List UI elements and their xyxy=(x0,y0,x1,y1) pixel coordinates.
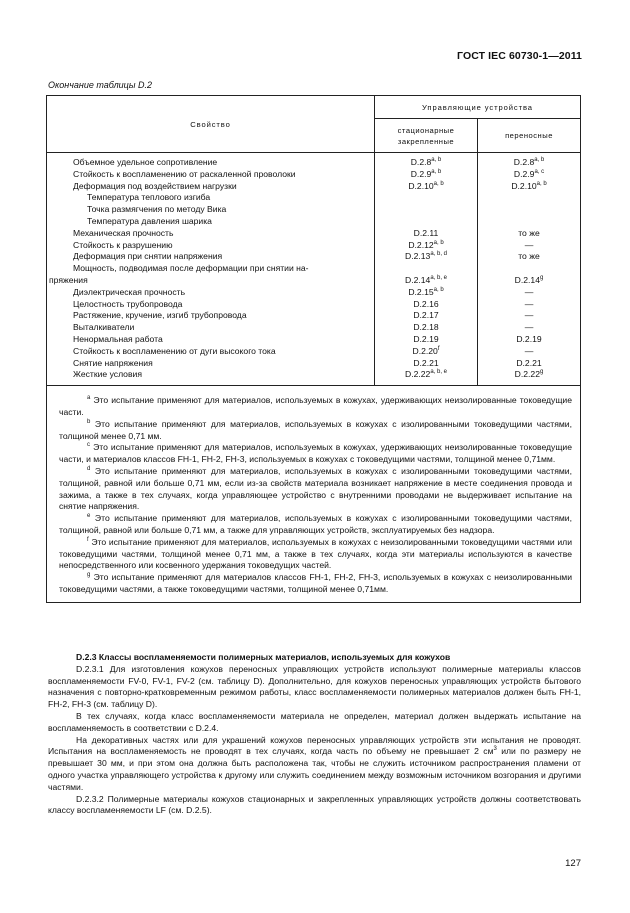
property-name: Механическая прочность xyxy=(73,227,174,238)
property-column xyxy=(47,153,375,386)
fixed-value xyxy=(375,287,477,299)
portable-column xyxy=(478,153,581,386)
fixed-value xyxy=(375,346,477,358)
page-number: 127 xyxy=(565,858,581,869)
portable-value xyxy=(478,310,580,322)
footnote-text: Это испытание применяют для материалов, используемых в кожухах, удерживающих неизолированные токоведущие части, и материалов классов FH-1, FH-2, FH-3, используемых в кожухах с токоведущими частями, толщиной менее 0,71мм. xyxy=(59,442,572,465)
footnote-mark: a, b, d xyxy=(430,251,447,258)
portable-value xyxy=(478,322,580,334)
col-property-header: Свойство xyxy=(47,96,375,153)
fixed-value xyxy=(375,334,477,346)
portable-value xyxy=(478,263,580,275)
footnote-mark: a, b xyxy=(534,157,545,163)
footnote-mark: c xyxy=(87,442,90,449)
portable-value xyxy=(478,240,580,252)
cell-value: — xyxy=(524,239,534,250)
cell-value: D.2.22 xyxy=(404,369,431,380)
property-name: пряжения xyxy=(49,274,88,285)
footnote-mark: b xyxy=(87,418,91,425)
footnote xyxy=(59,537,572,572)
table-caption: Окончание таблицы D.2 xyxy=(48,80,152,90)
table-notes xyxy=(47,386,581,603)
cell-value: D.2.18 xyxy=(413,322,439,333)
fixed-column xyxy=(375,153,478,386)
portable-value xyxy=(478,251,580,263)
property-name: Стойкость к разрушению xyxy=(73,239,173,250)
property-name: Растяжение, кручение, изгиб трубопровода xyxy=(73,310,247,321)
footnote-mark: a, b xyxy=(433,239,444,246)
footnote xyxy=(59,419,572,443)
section-d23 xyxy=(48,652,581,817)
footnote-mark: g xyxy=(539,274,544,281)
paragraph xyxy=(48,735,581,794)
cell-value: D.2.9 xyxy=(513,168,535,179)
footnote xyxy=(59,442,572,466)
portable-value xyxy=(478,204,580,216)
property-name: Температура давления шарика xyxy=(87,215,212,226)
fixed-value xyxy=(375,216,477,228)
property-name: Снятие напряжения xyxy=(73,357,153,368)
footnote-mark: g xyxy=(539,369,544,376)
fixed-value xyxy=(375,263,477,275)
cell-value: D.2.15 xyxy=(408,286,434,297)
property-name: Диэлектрическая прочность xyxy=(73,286,186,297)
paragraph-text: или по размеру не превышает 30 мм, и при этом она должна быть расположена так, чтобы не служить источником распространения пламени от одного участка управляющего устройства к другому или служить соединением между возможным источником возгорания и другими частями. xyxy=(48,746,581,792)
cell-value: D.2.16 xyxy=(413,298,439,309)
property-name: Стойкость к воспламенению от дуги высокого тока xyxy=(73,345,276,356)
footnote xyxy=(59,572,572,596)
document-header: ГОСТ IEC 60730-1—2011 xyxy=(457,50,582,62)
table-d2 xyxy=(46,95,581,603)
cell-value: — xyxy=(524,345,534,356)
portable-value xyxy=(478,275,580,287)
footnote-text: Это испытание применяют для материалов классов FH-1, FH-2, FH-3, используемых в кожухах с неизолированными токоведущими частями, а также токоведущими частями, толщиной менее 0,71мм. xyxy=(59,572,572,594)
footnote-mark: f xyxy=(87,536,89,543)
fixed-value xyxy=(375,369,477,381)
paragraph: В тех случаях, когда класс воспламеняемости материала не определен, материал должен выдержать испытание на воспламеняемость в соответствии с D.2.4. xyxy=(48,710,581,733)
cell-value: то же xyxy=(518,227,540,238)
fixed-value xyxy=(375,322,477,334)
fixed-value xyxy=(375,299,477,311)
property-name: Стойкость к воспламенению от раскаленной проволоки xyxy=(73,168,296,179)
cell-value: D.2.19 xyxy=(413,333,439,344)
cell-value: D.2.21 xyxy=(516,357,542,368)
portable-value xyxy=(478,334,580,346)
footnote-mark: a xyxy=(87,395,91,402)
property-name: Температура теплового изгиба xyxy=(87,192,211,203)
cell-value: — xyxy=(524,286,534,297)
portable-value xyxy=(478,157,580,169)
fixed-value xyxy=(375,169,477,181)
cell-value: — xyxy=(524,310,534,321)
cell-value: то же xyxy=(518,251,540,262)
property-name: Деформация при снятии напряжения xyxy=(73,251,223,262)
cell-value: D.2.10 xyxy=(511,180,537,191)
footnote xyxy=(59,513,572,537)
cell-value: D.2.14 xyxy=(404,274,431,285)
footnote-mark: a, b, e xyxy=(430,274,447,281)
footnote-mark: a, b xyxy=(433,180,444,187)
cell-value: — xyxy=(524,298,534,309)
footnote xyxy=(59,395,572,419)
cell-value: D.2.17 xyxy=(413,310,439,321)
footnote xyxy=(59,466,572,513)
cell-value: D.2.11 xyxy=(413,227,439,238)
footnote-text: Это испытание применяют для материалов, используемых в кожухах, удерживающих неизолированные токоведущие части. xyxy=(59,395,572,417)
portable-value xyxy=(478,192,580,204)
portable-value xyxy=(478,216,580,228)
fixed-value xyxy=(375,181,477,193)
property-name: Выталкиватели xyxy=(73,322,135,333)
cell-value: D.2.22 xyxy=(514,369,540,380)
property-name: Точка размягчения по методу Вика xyxy=(87,204,227,215)
footnote-mark: d xyxy=(87,465,91,472)
portable-value xyxy=(478,181,580,193)
fixed-value xyxy=(375,192,477,204)
superscript: 3 xyxy=(493,746,497,753)
paragraph-text: На декоративных частях или для украшений кожухов переносных управляющих устройств эти испытания не проводят. Испытания на воспламеняемость не проводят в тех случаях, когда часть по объему не превышает 2 см xyxy=(48,734,581,757)
footnote-mark: a, b xyxy=(536,180,547,187)
footnote-mark: e xyxy=(87,513,91,520)
cell-value: D.2.13 xyxy=(404,251,431,262)
cell-value: D.2.12 xyxy=(408,239,434,250)
fixed-value xyxy=(375,204,477,216)
property-name: Мощность, подводимая после деформации при снятии на- xyxy=(73,263,309,274)
portable-value xyxy=(478,169,580,181)
col-portable-header: переносные xyxy=(478,119,581,153)
footnote-mark: g xyxy=(87,572,91,579)
cell-value: D.2.14 xyxy=(514,274,540,285)
footnote-mark: a, b xyxy=(433,286,444,293)
property-name: Ненормальная работа xyxy=(73,333,163,344)
fixed-value xyxy=(375,275,477,287)
portable-value xyxy=(478,369,580,381)
col-group-header: Управляющие устройства xyxy=(375,96,581,119)
cell-value: D.2.10 xyxy=(408,180,434,191)
fixed-value xyxy=(375,251,477,263)
fixed-value xyxy=(375,310,477,322)
property-name: Деформация под воздействием нагрузки xyxy=(73,180,237,191)
fixed-value xyxy=(375,358,477,370)
cell-value: D.2.19 xyxy=(516,333,542,344)
fixed-value xyxy=(375,157,477,169)
footnote-text: Это испытание применяют для материалов, используемых в кожухах с изолированными токоведущими частями, толщиной менее 0,71 мм. xyxy=(59,418,572,441)
property-name: Объемное удельное сопротивление xyxy=(73,157,218,167)
portable-value xyxy=(478,287,580,299)
footnote-text: Это испытание применяют для материалов, используемых в кожухах с неизолированными токоведущими частями или токоведущими частями, толщиной менее 0,71 мм, а также в тех случаях, когда эти материалы используются в качестве непосредственного или косвенного удержания токоведущих частей. xyxy=(59,536,572,571)
fixed-value xyxy=(375,240,477,252)
footnote-mark: a, b xyxy=(431,168,442,175)
footnote-mark: a, b xyxy=(431,157,442,163)
portable-value xyxy=(478,228,580,240)
cell-value: D.2.20 xyxy=(412,345,438,356)
portable-value xyxy=(478,346,580,358)
portable-value xyxy=(478,299,580,311)
cell-value: D.2.21 xyxy=(413,357,439,368)
col-fixed-header: стационарные закрепленные xyxy=(375,119,478,153)
property-name: Целостность трубопровода xyxy=(73,298,183,309)
cell-value: D.2.8 xyxy=(410,157,432,167)
paragraph: D.2.3.1 Для изготовления кожухов переносных управляющих устройств используют полимерные материалы классов воспламеняемости FV-0, FV-1, FV-2 (см. таблицу D). Дополнительно, для кожухов переносных управляющих устройств бытового назначения с повторно-кратковременным режимом работы, класс воспламеняемости полимерных материалов должен быть FH-1, FH-2, FH-3 (см. таблицу D). xyxy=(48,663,581,710)
property-name: Жесткие условия xyxy=(73,369,142,380)
portable-value xyxy=(478,358,580,370)
paragraph: D.2.3.2 Полимерные материалы кожухов стационарных и закрепленных управляющих устройств должны соответствовать классу воспламеняемости LF (см. D.2.5). xyxy=(48,793,581,816)
footnote-text: Это испытание применяют для материалов, используемых в кожухах с изолированными токоведущими частями, толщиной, равной или больше 0,71 мм, если из-за свойств материала возникает напряжение в месте соединения провода и зажима, а также в тех случаях, когда управляющее устройство с внутренними проводами не выдерживает испытание на снятие напряжения. xyxy=(59,465,572,512)
section-heading: D.2.3 Классы воспламеняемости полимерных материалов, используемых для кожухов xyxy=(76,652,451,662)
footnote-mark: f xyxy=(437,345,440,352)
footnote-mark: a, c xyxy=(534,168,545,175)
cell-value: — xyxy=(524,322,534,333)
cell-value: D.2.9 xyxy=(410,168,432,179)
cell-value: D.2.8 xyxy=(513,157,535,167)
fixed-value xyxy=(375,228,477,240)
footnote-mark: a, b, e xyxy=(430,369,447,376)
footnote-text: Это испытание применяют для материалов, используемых в кожухах с изолированными токоведущими частями, толщиной, равной или больше 0,71 мм, а также для управляющих устройств, эксплуатируемых без надзора. xyxy=(59,513,572,535)
